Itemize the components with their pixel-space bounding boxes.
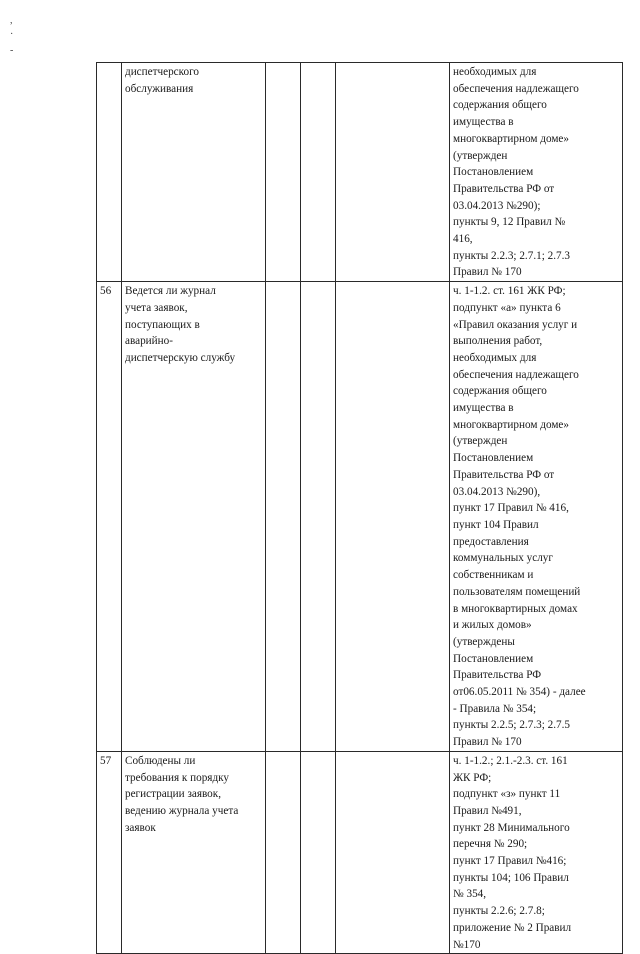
- reference-text-line: (утвержден: [453, 435, 508, 448]
- reference-text-line: Правительства РФ от: [453, 468, 555, 481]
- reference-text-line: 03.04.2013 №290);: [453, 199, 541, 212]
- answer-yes-cell: [266, 63, 301, 282]
- question-cell: [122, 63, 266, 282]
- reference-text-line: необходимых для: [453, 66, 537, 78]
- reference-text-line: перечня № 290;: [453, 838, 528, 851]
- table-row: [97, 282, 623, 752]
- question-text-line: ведению журнала учета: [125, 804, 239, 817]
- reference-text-line: пункты 104; 106 Правил: [453, 871, 569, 884]
- question-text-line: поступающих в: [125, 318, 200, 331]
- question-cell: [122, 751, 266, 953]
- question-cell: [122, 282, 266, 752]
- reference-text-line: Правил № 170: [453, 266, 522, 279]
- reference-text-line: Правил №491,: [453, 804, 522, 817]
- question-text-line: требования к порядку: [125, 771, 230, 784]
- not-applicable-cell: [336, 63, 450, 282]
- question-text-line: Соблюдены ли: [125, 754, 196, 767]
- reference-text-line: № 354,: [453, 888, 487, 901]
- answer-no-cell: [301, 751, 336, 953]
- reference-text-line: содержания общего: [453, 99, 547, 112]
- question-text-line: Ведется ли журнал: [125, 285, 216, 298]
- reference-text-line: обеспечения надлежащего: [453, 82, 579, 95]
- inspection-checklist-table: [96, 62, 623, 954]
- not-applicable-cell: [336, 282, 450, 752]
- answer-yes-cell: [266, 282, 301, 752]
- legal-reference-cell: [450, 751, 623, 953]
- reference-text-line: подпункт «а» пункта 6: [453, 301, 561, 314]
- legal-reference-cell: [450, 282, 623, 752]
- reference-text-line: Постановлением: [453, 166, 534, 179]
- reference-text-line: многоквартирном доме»: [453, 132, 569, 145]
- reference-text-line: Постановлением: [453, 652, 534, 665]
- reference-text-line: «Правил оказания услуг и: [453, 318, 578, 331]
- legal-reference-cell: [450, 63, 623, 282]
- reference-text-line: (утверждены: [453, 635, 515, 648]
- question-text-line: аварийно-: [125, 335, 173, 348]
- reference-text-line: пункт 28 Минимального: [453, 821, 570, 834]
- reference-text-line: от06.05.2011 № 354) - далее: [453, 686, 586, 699]
- reference-text-line: необходимых для: [453, 351, 537, 364]
- reference-text-line: Постановлением: [453, 452, 534, 465]
- reference-text-line: выполнения работ,: [453, 335, 543, 348]
- reference-text-line: пункты 2.2.3; 2.7.1; 2.7.3: [453, 249, 570, 262]
- reference-text-line: содержания общего: [453, 385, 547, 398]
- reference-text-line: собственникам и: [453, 569, 534, 582]
- answer-no-cell: [301, 63, 336, 282]
- reference-text-line: №170: [453, 938, 481, 951]
- question-text-line: обслуживания: [125, 82, 194, 95]
- scan-artifact-mark: ·: [10, 29, 14, 40]
- row-number: 57: [97, 751, 122, 953]
- reference-text-line: приложение № 2 Правил: [453, 921, 572, 934]
- reference-text-line: - Правила № 354;: [453, 702, 537, 715]
- reference-text-line: обеспечения надлежащего: [453, 368, 579, 381]
- reference-text-line: пункты 2.2.5; 2.7.3; 2.7.5: [453, 719, 570, 732]
- reference-text-line: многоквартирном доме»: [453, 418, 569, 431]
- reference-text-line: и жилых домов»: [453, 619, 532, 632]
- scan-artifact-mark: -: [10, 45, 14, 56]
- answer-no-cell: [301, 282, 336, 752]
- reference-text-line: ЖК РФ;: [453, 771, 492, 784]
- reference-text-line: ч. 1-1.2. ст. 161 ЖК РФ;: [453, 285, 566, 298]
- table-row: [97, 751, 623, 953]
- question-text-line: регистрации заявок,: [125, 788, 222, 801]
- question-text-line: диспетчерского: [125, 66, 200, 78]
- reference-text-line: пункты 2.2.6; 2.7.8;: [453, 905, 545, 918]
- reference-text-line: пункт 104 Правил: [453, 518, 539, 531]
- question-text-line: диспетчерскую службу: [125, 351, 236, 364]
- reference-text-line: имущества в: [453, 116, 514, 129]
- reference-text-line: пункт 17 Правил № 416,: [453, 502, 569, 515]
- reference-text-line: (утвержден: [453, 149, 508, 162]
- reference-text-line: Правил № 170: [453, 736, 522, 749]
- reference-text-line: предоставления: [453, 535, 529, 548]
- reference-text-line: подпункт «з» пункт 11: [453, 788, 561, 801]
- reference-text-line: Правительства РФ: [453, 669, 542, 682]
- reference-text-line: имущества в: [453, 402, 514, 415]
- answer-yes-cell: [266, 751, 301, 953]
- reference-text-line: пункт 17 Правил №416;: [453, 855, 567, 868]
- scan-artifact-mark: ,: [10, 15, 13, 26]
- reference-text-line: ч. 1-1.2.; 2.1.-2.3. ст. 161: [453, 754, 568, 767]
- not-applicable-cell: [336, 751, 450, 953]
- reference-text-line: 03.04.2013 №290),: [453, 485, 541, 498]
- question-text-line: заявок: [125, 821, 156, 834]
- reference-text-line: в многоквартирных домах: [453, 602, 578, 615]
- reference-text-line: 416,: [453, 233, 473, 246]
- table-row: [97, 63, 623, 282]
- question-text-line: учета заявок,: [125, 301, 188, 314]
- reference-text-line: коммунальных услуг: [453, 552, 553, 565]
- row-number: 56: [97, 282, 122, 752]
- reference-text-line: пункты 9, 12 Правил №: [453, 216, 566, 229]
- reference-text-line: пользователям помещений: [453, 585, 581, 598]
- row-number: [97, 63, 122, 282]
- reference-text-line: Правительства РФ от: [453, 182, 555, 195]
